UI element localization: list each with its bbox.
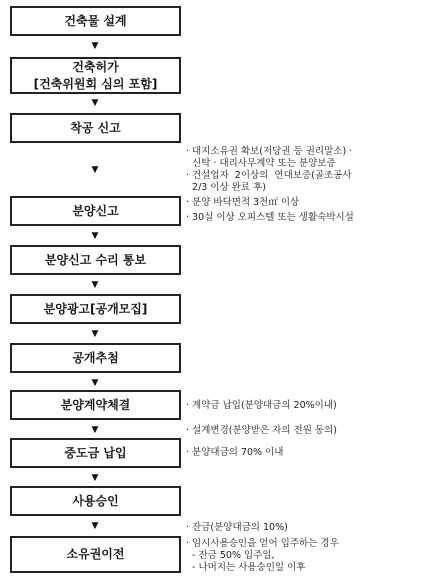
- step-sale-report: [10, 196, 181, 226]
- note-floor-area: · 분양 바닥면적 3천㎡ 이상: [186, 197, 300, 208]
- note-deposit: · 계약금 납입(분양대금의 20%이내): [186, 400, 337, 411]
- flow-arrow-icon: ▼: [91, 165, 99, 175]
- step-sale-contract: [10, 390, 181, 420]
- note-temporary-use-2: - 잔금 50% 입주일,: [186, 550, 275, 561]
- note-temporary-use-1: · 임시사용승인을 얻어 입주하는 경우: [186, 538, 339, 549]
- step-label: 소유권이전: [66, 547, 125, 561]
- note-presale-requirement-4: 2/3 이상 완료 후): [186, 182, 266, 193]
- note-balance: · 잔금(분양대금의 10%): [186, 522, 288, 533]
- flow-arrow-icon: ▼: [91, 378, 99, 388]
- flow-arrow-icon: ▼: [91, 280, 99, 290]
- step-building-permit: [10, 57, 181, 94]
- step-public-lottery: [10, 343, 181, 373]
- flow-arrow-icon: ▼: [91, 41, 99, 51]
- note-presale-requirement-1: · 대지소유권 확보(저당권 등 권리말소) ·: [186, 146, 353, 157]
- step-sale-report-acceptance: [10, 245, 181, 275]
- step-ownership-transfer: [10, 536, 181, 573]
- step-label: 분양신고: [72, 203, 119, 218]
- step-label: 공개추첨: [72, 350, 119, 365]
- step-building-design: [10, 6, 181, 36]
- step-interim-payment: [10, 438, 181, 468]
- note-temporary-use-3: - 나머지는 사용승인일 이후: [186, 562, 306, 573]
- note-presale-requirement-3: · 건설업자 2이상의 연대보증(골조공사: [186, 170, 352, 181]
- flow-arrow-icon: ▼: [91, 521, 99, 531]
- step-label: 분양신고 수리 통보: [44, 252, 147, 267]
- step-sale-advertisement: [10, 294, 181, 324]
- note-design-change: · 설계변경(분양받은 자의 전원 동의): [186, 425, 337, 436]
- step-label: 착공 신고: [70, 120, 121, 135]
- flow-arrow-icon: ▼: [91, 473, 99, 483]
- flow-arrow-icon: ▼: [91, 98, 99, 108]
- step-label: 건축허가: [72, 59, 119, 74]
- step-construction-start-report: [10, 113, 181, 143]
- note-interim-ratio: · 분양대금의 70% 이내: [186, 447, 284, 458]
- step-sublabel: [건축위원회 심의 포함]: [33, 76, 158, 91]
- flow-arrow-icon: ▼: [91, 231, 99, 241]
- step-label: 분양계약체결: [60, 397, 131, 412]
- flow-arrow-icon: ▼: [91, 329, 99, 339]
- flow-arrow-icon: ▼: [91, 425, 99, 435]
- step-use-approval: [10, 486, 181, 516]
- note-presale-requirement-2: 신탁 · 대리사무계약 또는 분양보증: [186, 158, 336, 169]
- step-label: 사용승인: [72, 493, 119, 508]
- note-officetel-units: · 30실 이상 오피스텔 또는 생활숙박시설: [186, 212, 354, 223]
- step-label: 건축물 설계: [64, 13, 127, 28]
- step-label: 중도금 납입: [64, 445, 127, 460]
- step-label: 분양광고[공개모집]: [43, 301, 148, 316]
